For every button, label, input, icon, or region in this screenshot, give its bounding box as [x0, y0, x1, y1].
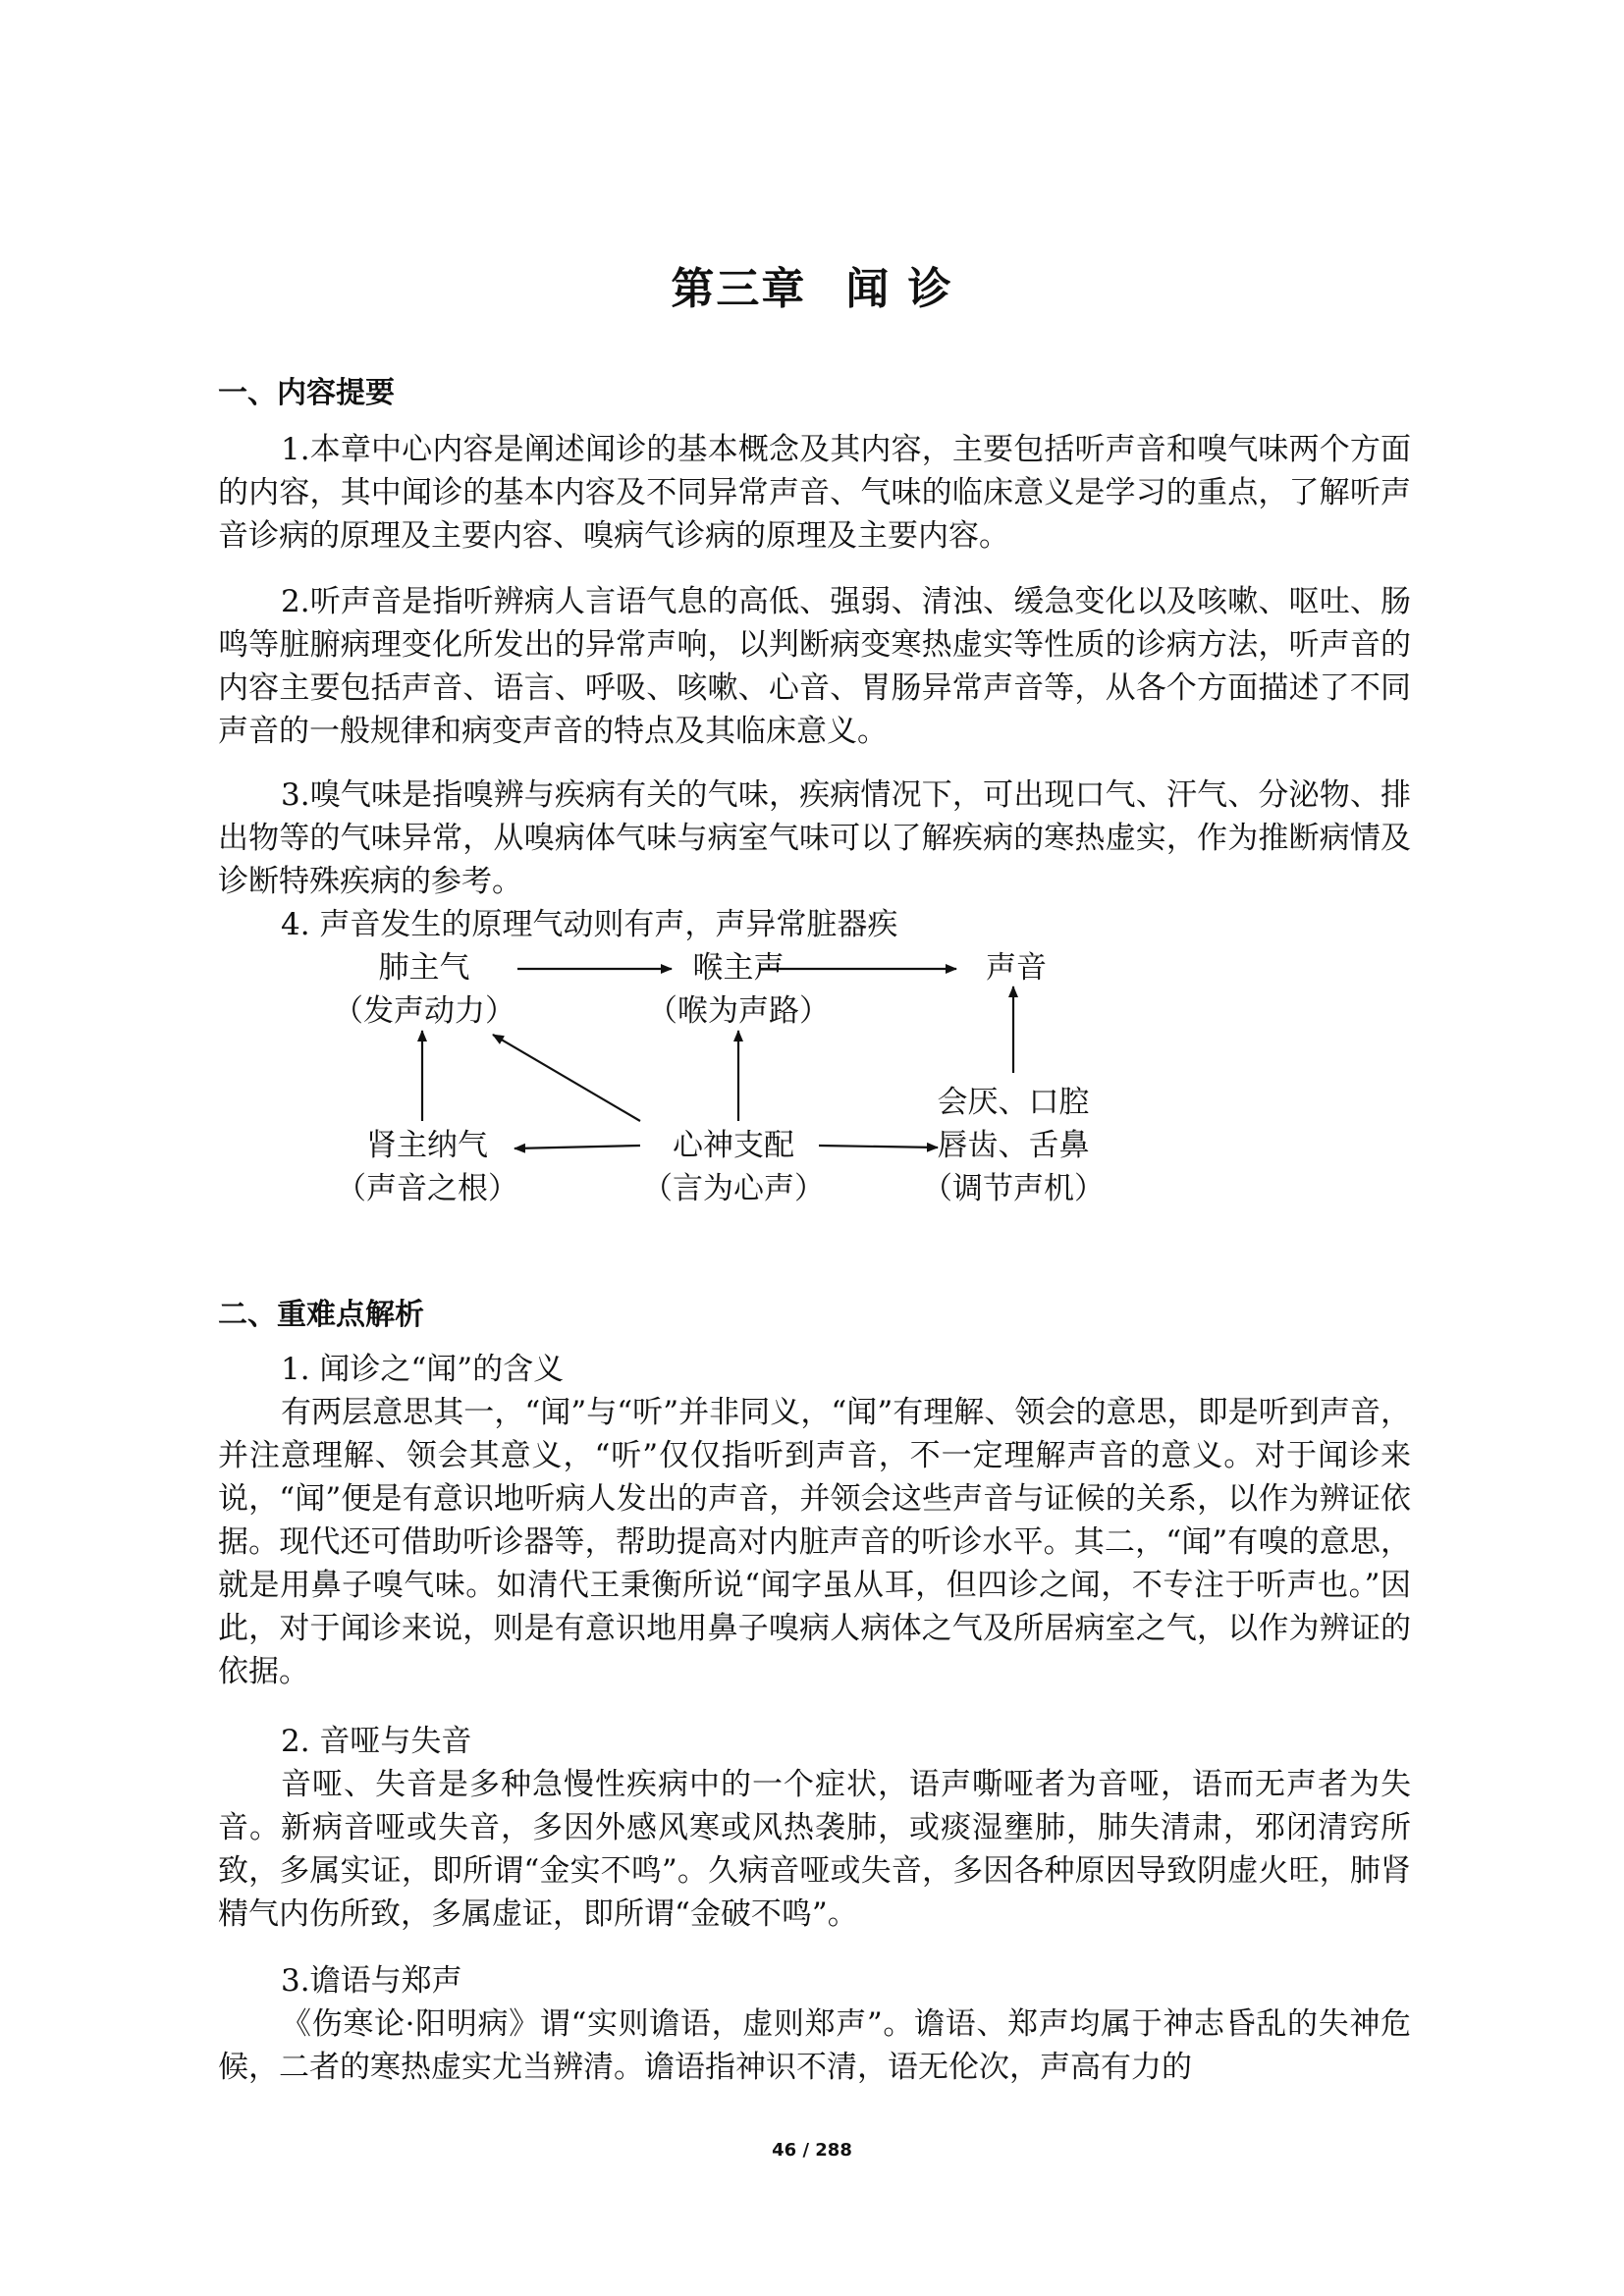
sound-production-diagram — [218, 942, 1411, 1207]
node-lung-note: （发声动力） — [333, 993, 515, 1029]
summary-paragraph-3: 3.嗅气味是指嗅辨与疾病有关的气味，疾病情况下，可出现口气、汗气、分泌物、排出物等的气味异常，从嗅病体气味与病室气味可以了解疾病的寒热虚实，作为推断病情及诊断特殊疾病的参考。 — [218, 777, 1411, 899]
node-organs-line2: 唇齿、舌鼻 — [937, 1128, 1090, 1163]
node-throat — [635, 946, 841, 1033]
summary-paragraph-2: 2.听声音是指听辨病人言语气息的高低、强弱、清浊、缓急变化以及咳嗽、呕吐、肠鸣等脏腑病理变化所发出的异常声响，以判断病变寒热虚实等性质的诊病方法，听声音的内容主要包括声音、语言、呼吸、咳嗽、心音、胃肠异常声音等，从各个方面描述了不同声音的一般规律和病变声音的特点及其临床意义。 — [218, 584, 1411, 749]
summary-paragraph-1: 1.本章中心内容是阐述闻诊的基本概念及其内容，主要包括听声音和嗅气味两个方面的内容，其中闻诊的基本内容及不同异常声音、气味的临床意义是学习的重点，了解听声音诊病的原理及主要内容、嗅病气诊病的原理及主要内容。 — [218, 432, 1411, 554]
node-heart — [630, 1124, 837, 1210]
node-kidney — [329, 1124, 525, 1210]
node-kidney-note: （声音之根） — [336, 1171, 518, 1206]
node-sound-label: 声音 — [986, 950, 1047, 986]
node-sound — [962, 946, 1070, 989]
node-organs-line1: 会厌、口腔 — [937, 1085, 1090, 1120]
chapter-title — [0, 253, 1624, 316]
node-heart-label: 心神支配 — [673, 1128, 794, 1163]
arrow-heart-to-lung — [493, 1035, 640, 1121]
node-organs — [910, 1081, 1116, 1210]
node-throat-label: 喉主声 — [692, 950, 785, 986]
node-throat-note: （喉为声路） — [647, 993, 830, 1029]
chapter-name: 闻 诊 — [845, 264, 953, 314]
arrow-heart-to-kidney — [514, 1146, 640, 1148]
node-lung-label: 肺主气 — [378, 950, 470, 986]
summary-paragraph-4: 4. 声音发生的原理气动则有声，声异常脏器疾 — [281, 907, 898, 942]
node-heart-note: （言为心声） — [642, 1171, 825, 1206]
section-heading-key-points: 二、重难点解析 — [218, 1298, 424, 1332]
node-kidney-label: 肾主纳气 — [366, 1128, 488, 1163]
node-lung — [326, 946, 522, 1033]
subsection-body-3: 《伤寒论·阳明病》谓“实则谵语，虚则郑声”。谵语、郑声均属于神志昏乱的失神危候，二者的寒热虚实尤当辨清。谵语指神识不清，语无伦次，声高有力的 — [218, 2006, 1411, 2085]
section-heading-summary: 一、内容提要 — [218, 376, 395, 410]
subsection-title-1: 1. 闻诊之“闻”的含义 — [281, 1352, 565, 1387]
chapter-number: 第三章 — [671, 264, 807, 314]
subsection-body-1: 有两层意思其一，“闻”与“听”并非同义，“闻”有理解、领会的意思，即是听到声音，并注意理解、领会其意义，“听”仅仅指听到声音，不一定理解声音的意义。对于闻诊来说，“闻”便是有意识地听病人发出的声音，并领会这些声音与证候的关系，以作为辨证依据。现代还可借助听诊器等，帮助提高对内脏声音的听诊水平。其二，“闻”有嗅的意思，就是用鼻子嗅气味。如清代王秉衡所说“闻字虽从耳，但四诊之闻，不专注于听声也。”因此，对于闻诊来说，则是有意识地用鼻子嗅病人病体之气及所居病室之气，以作为辨证的依据。 — [218, 1395, 1411, 1689]
node-organs-note: （调节声机） — [922, 1171, 1105, 1206]
subsection-title-3: 3.谵语与郑声 — [281, 1963, 462, 1999]
page-number: 46 / 288 — [772, 2140, 852, 2161]
subsection-body-2: 音哑、失音是多种急慢性疾病中的一个症状，语声嘶哑者为音哑，语而无声者为失音。新病音哑或失音，多因外感风寒或风热袭肺，或痰湿壅肺，肺失清肃，邪闭清窍所致，多属实证，即所谓“金实不鸣”。久病音哑或失音，多因各种原因导致阴虚火旺，肺肾精气内伤所致，多属虚证，即所谓“金破不鸣”。 — [218, 1767, 1411, 1932]
subsection-title-2: 2. 音哑与失音 — [281, 1724, 472, 1759]
